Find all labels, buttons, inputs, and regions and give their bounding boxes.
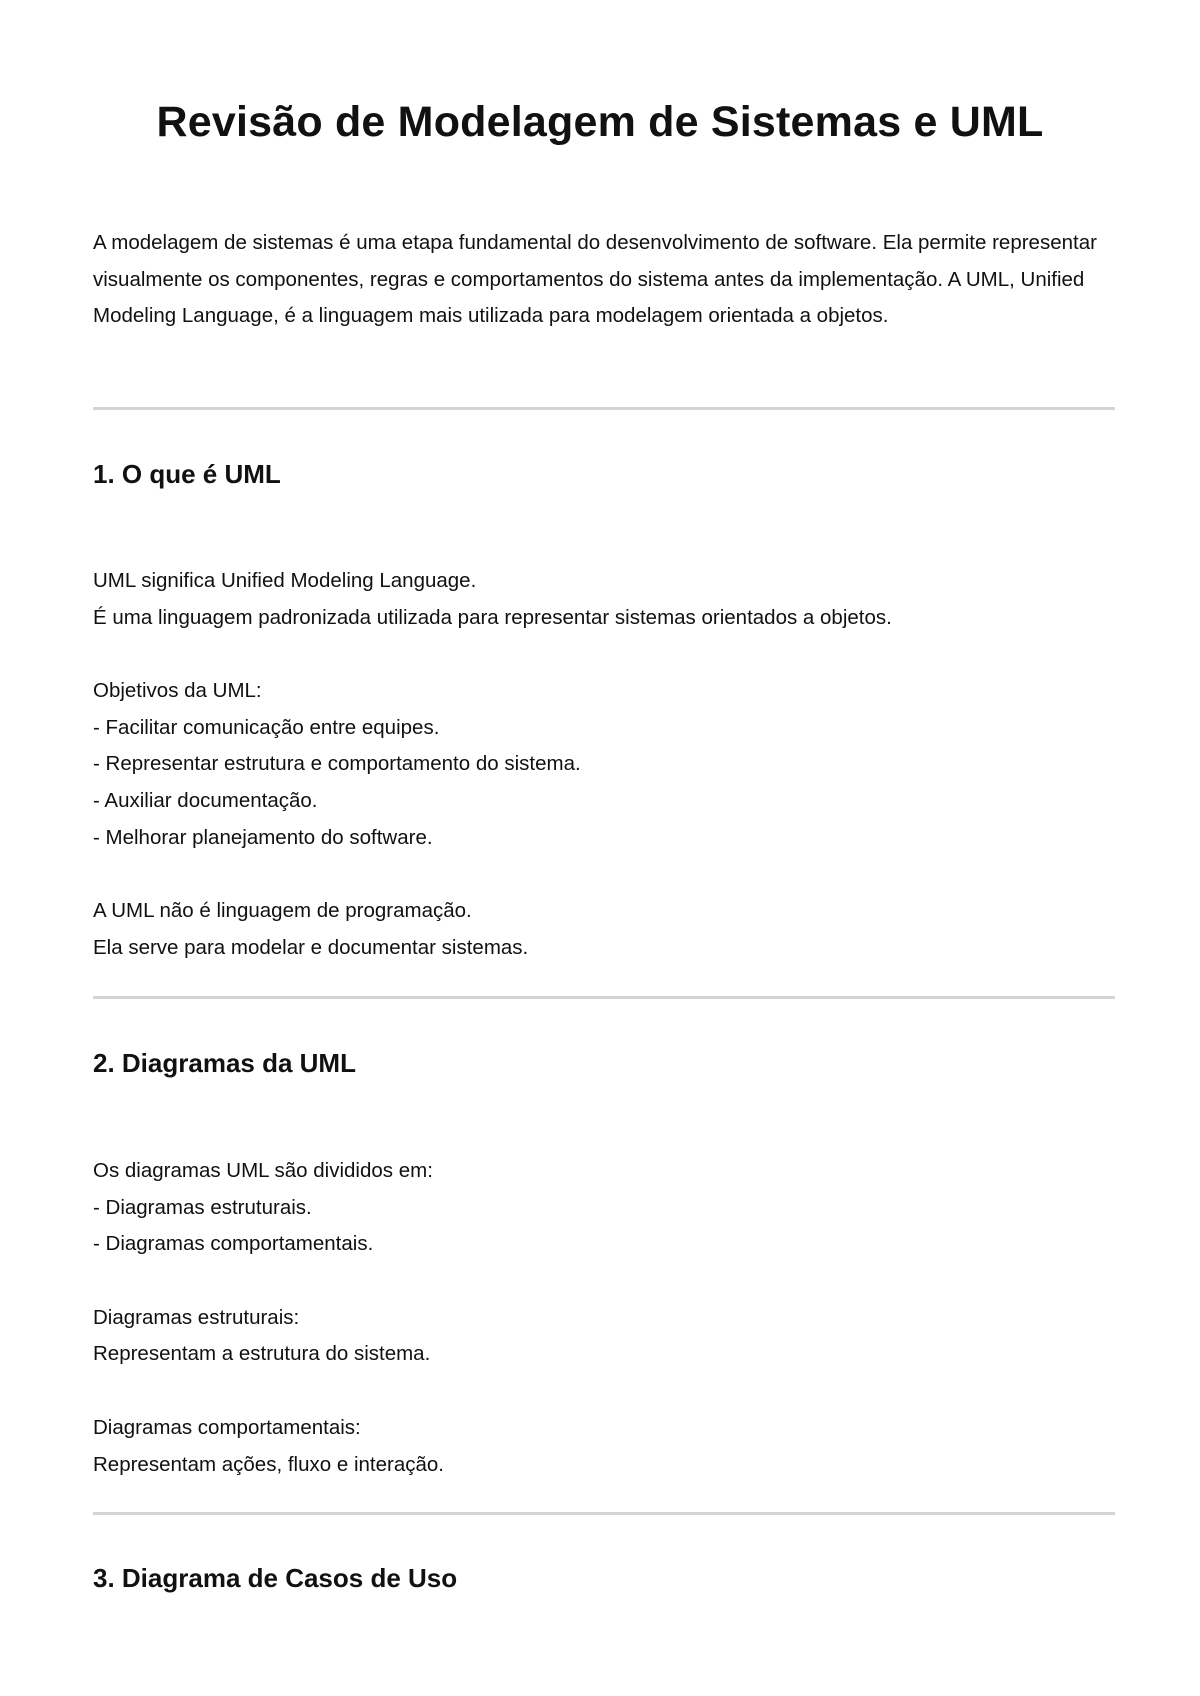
- section-1-spacer: [93, 636, 1113, 673]
- section-1-line: Objetivos da UML:: [93, 679, 262, 703]
- section-1-line: É uma linguagem padronizada utilizada para representar sistemas orientados a objetos.: [93, 605, 892, 629]
- section-1-line: UML significa Unified Modeling Language.: [93, 569, 477, 592]
- section-divider: [93, 407, 1115, 410]
- section-1-list-item: - Melhorar planejamento do software.: [93, 825, 433, 849]
- section-1-spacer: [93, 857, 1113, 894]
- section-2-line: Os diagramas UML são divididos em:: [93, 1159, 433, 1182]
- section-heading-2: 2. Diagramas da UML: [93, 1048, 356, 1078]
- section-2-spacer: [93, 1263, 1113, 1300]
- section-heading-3: 3. Diagrama de Casos de Uso: [93, 1563, 458, 1593]
- section-1-list-item: - Facilitar comunicação entre equipes.: [93, 715, 440, 739]
- page-title: Revisão de Modelagem de Sistemas e UML: [156, 98, 1044, 146]
- section-body-1: [93, 563, 1113, 967]
- section-divider: [93, 1512, 1115, 1515]
- section-2-line: Diagramas comportamentais:: [93, 1415, 361, 1439]
- section-2-line: Representam ações, fluxo e interação.: [93, 1452, 444, 1476]
- section-2-line: Representam a estrutura do sistema.: [93, 1342, 431, 1366]
- section-1-line: A UML não é linguagem de programação.: [93, 899, 472, 923]
- section-1-list-item: - Representar estrutura e comportamento do sistema.: [93, 752, 581, 776]
- section-body-2: [93, 1153, 1113, 1483]
- intro-paragraph: A modelagem de sistemas é uma etapa fundamental do desenvolvimento de software. Ela permite representar visualmente os componentes, regras e comportamentos do sistema antes da implementação. A UML, Unified Modeling Language, é a linguagem mais utilizada para modelagem orientada a objetos.: [93, 231, 1097, 328]
- section-1-list-item: - Auxiliar documentação.: [93, 789, 318, 813]
- section-2-line: Diagramas estruturais:: [93, 1305, 300, 1329]
- section-2-list-item: - Diagramas estruturais.: [93, 1195, 312, 1219]
- section-2-spacer: [93, 1373, 1113, 1410]
- section-divider: [93, 996, 1115, 999]
- section-1-line: Ela serve para modelar e documentar sistemas.: [93, 935, 529, 959]
- section-heading-1: 1. O que é UML: [93, 459, 281, 489]
- section-2-list-item: - Diagramas comportamentais.: [93, 1232, 374, 1256]
